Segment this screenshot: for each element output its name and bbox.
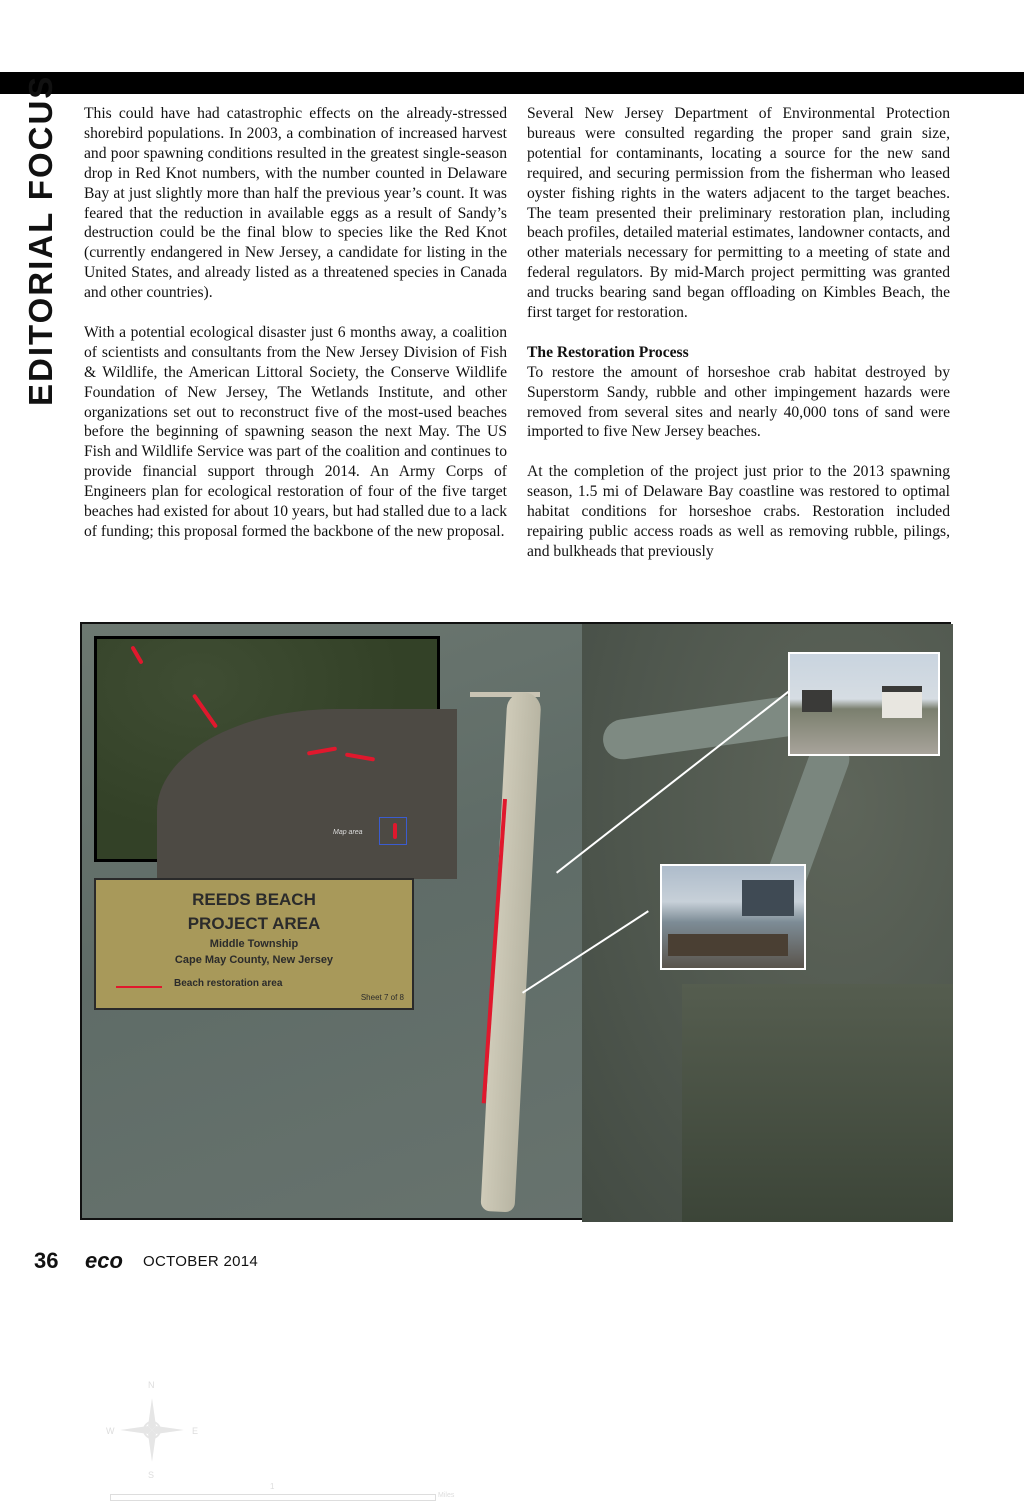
- compass-e: E: [192, 1426, 199, 1436]
- legend-key-label: Beach restoration area: [174, 978, 283, 989]
- inset-locator-map: [94, 636, 440, 862]
- inset-map-area-label: Map area: [333, 829, 363, 836]
- mainland-woods: [682, 984, 953, 1222]
- inset-restoration-mark: [192, 693, 218, 728]
- legend-sheet-number: Sheet 7 of 8: [360, 993, 404, 1002]
- scale-unit: Miles: [438, 1492, 455, 1499]
- header-rule: [0, 72, 1024, 94]
- right-column: [527, 104, 950, 582]
- inset-bay-water: [157, 709, 457, 879]
- legend-title-2: PROJECT AREA: [187, 914, 321, 933]
- page-number: 36: [34, 1248, 59, 1273]
- right-paragraph-2: To restore the amount of horseshoe crab habitat destroyed by Superstorm Sandy, rubble and other impingement hazards were removed from several sites and nearly 40,000 tons of sand were imported to five New Jersey beaches.: [527, 363, 950, 441]
- scale-value: 1: [270, 1482, 275, 1491]
- scale-bar: [110, 1494, 436, 1501]
- legend-key-swatch: [116, 986, 162, 988]
- section-label-container: [12, 36, 72, 406]
- photo-debris: [668, 934, 788, 956]
- right-paragraph-1: Several New Jersey Department of Environmental Protection bureaus were consulted regarding the proper sand grain size, potential for contaminants, locating a source for the new sand required, and securing permission from the fisherman who leased oyster fishing rights in the waters adjacent to the target beaches. The team presented their preliminary restoration plan, including beach profiles, detailed material estimates, landowner contacts, and other materials necessary for permitting to a meeting of state and federal regulators. By mid-March project permitting was granted and trucks bearing sand began offloading on Kimbles Beach, the first target for restoration.: [527, 105, 950, 322]
- legend-sub-2: Cape May County, New Jersey: [174, 954, 334, 966]
- right-paragraph-3: At the completion of the project just prior to the 2013 spawning season, 1.5 mi of Delaware Bay coastline was restored to optimal habitat conditions for horseshoe crabs. Restoration included repairing public access roads as well as removing rubble, pilings, and bulkheads that previously: [527, 463, 950, 560]
- left-column: [84, 104, 507, 562]
- left-paragraph-2: With a potential ecological disaster just 6 months away, a coalition of scientists and consultants from the New Jersey Division of Fish & Wildlife, the American Littoral Society, the Conserve Wildlife Foundation of New Jersey, The Wetlands Institute, and other organizations set out to reconstruct five of the most-used beaches before the beginning of spawning season the next May. The US Fish and Wildlife Service was part of the coalition and continues to provide financial support through 2014. An Army Corps of Engineers plan for ecological restoration of four of the five target beaches had existed for about 10 years, but had stalled due to a lack of funding; this proposal formed the backbone of the new proposal.: [84, 323, 507, 541]
- map-legend: [94, 878, 414, 1010]
- compass-w: W: [106, 1426, 115, 1436]
- left-paragraph-1: This could have had catastrophic effects on the already-stressed shorebird populations. In 2003, a combination of increased harvest and poor spawning conditions resulted in the greatest single-season drop in Red Knot numbers, with the number counted in Delaware Bay at just slightly more than half the previous year’s count. It was feared that the reduction in available eggs as a result of Sandy’s destruction could be the final blow to species like the Red Knot (currently endangered in New Jersey, a candidate for listing in the United States, and already listed as a threatened species in Canada and other countries).: [84, 105, 507, 302]
- photo-house: [742, 880, 794, 916]
- inset-map-area-box: [379, 817, 407, 845]
- compass-n: N: [148, 1380, 155, 1390]
- section-heading: The Restoration Process: [527, 343, 689, 361]
- legend-sub-1: Middle Township: [209, 938, 299, 950]
- compass-s: S: [148, 1470, 155, 1480]
- issue-date: OCTOBER 2014: [143, 1253, 259, 1270]
- beach-photo-houses: [788, 652, 940, 756]
- beach-photo-damage: [660, 864, 806, 970]
- north-arrow-icon: [116, 1394, 188, 1466]
- legend-title-1: REEDS BEACH: [192, 890, 316, 909]
- inset-restoration-mark: [130, 645, 143, 664]
- photo-house: [882, 686, 922, 718]
- magazine-brand: eco: [85, 1248, 123, 1273]
- section-label: EDITORIAL FOCUS: [22, 74, 59, 406]
- photo-house: [802, 690, 832, 712]
